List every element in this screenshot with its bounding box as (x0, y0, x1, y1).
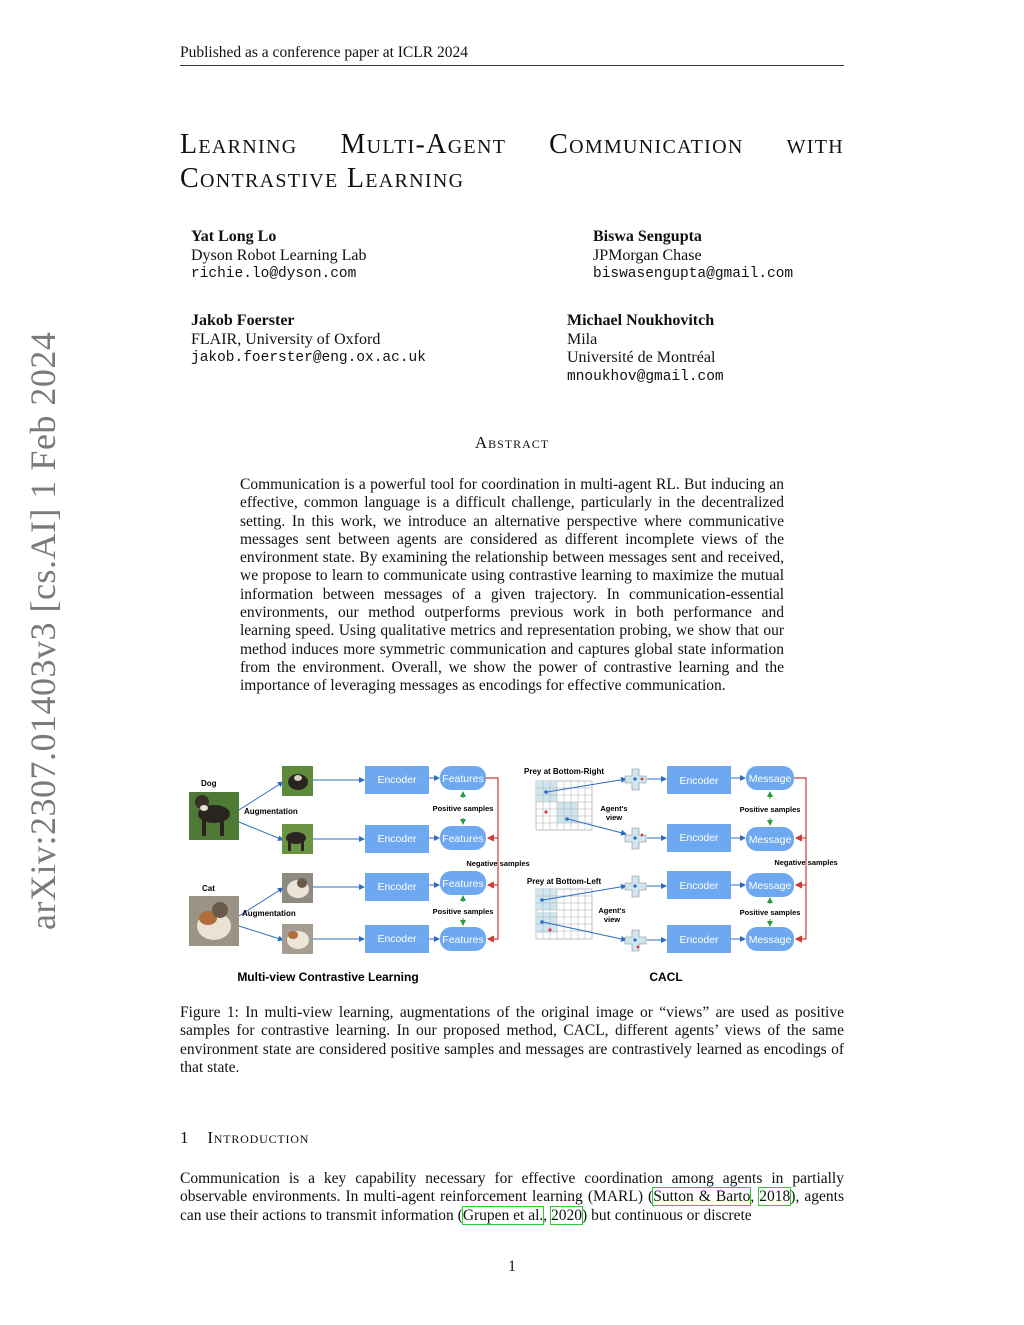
label-dog: Dog (201, 779, 217, 788)
agent-view-1 (625, 769, 646, 790)
author-block-2 (593, 228, 793, 284)
svg-text:Features: Features (442, 773, 484, 785)
section-heading (180, 1128, 309, 1148)
agents-view-label-top-2: view (605, 813, 623, 822)
right-panel-title: CACL (649, 970, 683, 984)
svg-text:Features: Features (442, 878, 484, 890)
citation-sutton-barto-year[interactable]: 2018 (759, 1188, 791, 1206)
svg-text:Message: Message (748, 773, 792, 785)
label-cat: Cat (202, 884, 215, 893)
author-block-3 (191, 312, 426, 368)
agents-view-label-top-1: Agent's (600, 804, 628, 813)
author-name: Michael Noukhovitch (567, 312, 715, 329)
agents-view-label-bottom-1: Agent's (598, 906, 626, 915)
svg-text:Encoder: Encoder (377, 774, 417, 786)
left-positive-samples-label-1: Positive samples (432, 804, 494, 813)
dog-view-1-image (282, 766, 313, 796)
paper-title-line-2: Contrastive Learning (180, 163, 465, 194)
agent-view-4 (625, 930, 646, 951)
svg-text:Message: Message (748, 880, 792, 892)
left-encoder-1 (365, 766, 429, 794)
svg-text:Encoder: Encoder (377, 933, 417, 945)
figure-caption: Figure 1: In multi-view learning, augmentations of the original image or “views” are used as positive samples for contrastive learning. In our proposed method, CACL, different agents’ views of the same environment state are considered positive samples and messages are contrastively learned as encodings of that state. (180, 1004, 844, 1076)
svg-text:Encoder: Encoder (377, 881, 417, 893)
author-affiliation: FLAIR, University of Oxford (191, 330, 381, 348)
svg-text:Message: Message (748, 834, 792, 846)
svg-text:Encoder: Encoder (679, 832, 719, 844)
right-encoder-4 (667, 925, 731, 953)
right-positive-samples-label-1: Positive samples (739, 805, 801, 814)
author-email[interactable]: biswasengupta@gmail.com (593, 266, 794, 282)
arrow-dog-aug-2 (239, 822, 283, 840)
intro-text-3: ) but continuous or discrete (582, 1206, 752, 1224)
right-message-4 (746, 927, 794, 951)
citation-grupen-authors[interactable]: Grupen et al. (462, 1206, 544, 1224)
agent-view-2 (625, 828, 646, 849)
citation-grupen-year[interactable]: 2020 (551, 1206, 583, 1224)
right-encoder-2 (667, 824, 731, 852)
abstract-heading: Abstract (474, 433, 550, 452)
dog-original-image (189, 792, 239, 840)
left-encoder-2 (365, 825, 429, 853)
left-features-3 (440, 871, 486, 895)
header-rule (180, 65, 844, 66)
left-encoder-3 (365, 873, 429, 901)
paper-title (180, 128, 844, 196)
svg-text:Encoder: Encoder (679, 934, 719, 946)
left-features-1 (440, 766, 486, 790)
citation-sutton-barto-authors[interactable]: Sutton & Barto (653, 1188, 751, 1206)
svg-text:Encoder: Encoder (377, 833, 417, 845)
arxiv-stamp: arXiv:2307.01403v3 [cs.AI] 1 Feb 2024 (23, 331, 63, 930)
author-affiliation: Dyson Robot Learning Lab (191, 246, 367, 264)
author-email[interactable]: jakob.foerster@eng.ox.ac.uk (191, 350, 426, 366)
label-prey-bottom-left: Prey at Bottom-Left (526, 877, 602, 886)
right-message-2 (746, 827, 794, 851)
section-number: 1 (180, 1128, 190, 1147)
author-name: Yat Long Lo (191, 228, 277, 245)
right-negative-samples-label: Negative samples (774, 858, 838, 867)
abstract-body: Communication is a powerful tool for coordination in multi-agent RL. But inducing an effective, common language is a difficult challenge, particularly in the decentralized setting. In this work, we introduce an alternative perspective where communicative messages sent between agents are considered as different incomplete views of the environment state. By examining the relationship between messages sent and received, we propose to learn to communicate using contrastive learning to maximize the mutual information between messages of a given trajectory. In communication-essential environments, our method outperforms previous work in both performance and learning speed. Using qualitative metrics and representation probing, we show that our method induces more symmetric communication and captures global state information from the environment. Overall, we show the power of contrastive learning and the importance of leveraging messages as encodings for effective communication. (240, 476, 784, 695)
author-email[interactable]: mnoukhov@gmail.com (567, 368, 724, 385)
page-number: 1 (508, 1258, 516, 1275)
agent-view-3 (625, 876, 646, 897)
author-affiliation: Mila (567, 330, 598, 348)
agents-view-label-bottom-2: view (603, 915, 621, 924)
svg-text:Message: Message (748, 934, 792, 946)
author-email[interactable]: richie.lo@dyson.com (191, 266, 357, 282)
running-header: Published as a conference paper at ICLR 2024 (180, 44, 468, 61)
arrow-dog-aug-1 (239, 782, 283, 810)
svg-text:Encoder: Encoder (679, 880, 719, 892)
arrow-cat-aug-2 (239, 926, 283, 940)
left-features-4 (440, 927, 486, 951)
cat-view-1-image (282, 873, 313, 903)
svg-text:Features: Features (442, 934, 484, 946)
left-negative-samples-label: Negative samples (466, 859, 530, 868)
left-encoder-4 (365, 925, 429, 953)
right-message-1 (746, 766, 794, 790)
left-positive-samples-label-2: Positive samples (432, 907, 494, 916)
label-augmentation-dog: Augmentation (244, 807, 298, 816)
cat-original-image (189, 896, 239, 946)
paper-title-line-1: Learning Multi-Agent Communication with (180, 129, 844, 160)
right-positive-samples-label-2: Positive samples (739, 908, 801, 917)
author-affiliation: JPMorgan Chase (593, 246, 702, 264)
author-block-1 (191, 228, 367, 284)
right-encoder-1 (667, 766, 731, 794)
label-prey-bottom-right: Prey at Bottom-Right (524, 767, 604, 776)
intro-text-1: Communication is a key capability necessary for effective coordination among agents in partially observable environments. In multi-agent reinforcement learning (MARL) ( (180, 1170, 844, 1206)
left-panel-title: Multi-view Contrastive Learning (237, 970, 419, 984)
author-name: Biswa Sengupta (593, 228, 702, 245)
citation-separator-2: , (543, 1206, 552, 1224)
figure-1 (180, 752, 844, 992)
intro-text-2: ), agents can use their actions to transmit information ( (180, 1188, 845, 1224)
svg-text:Features: Features (442, 833, 484, 845)
citation-separator-1: , (750, 1188, 760, 1206)
author-block-4 (567, 312, 724, 386)
right-encoder-3 (667, 871, 731, 899)
right-message-3 (746, 873, 794, 897)
section-title: Introduction (207, 1128, 310, 1147)
author-affiliation-2: Université de Montréal (567, 349, 716, 366)
cat-view-2-image (282, 924, 313, 954)
left-features-2 (440, 826, 486, 850)
intro-paragraph (180, 1170, 844, 1225)
dog-view-2-image (282, 824, 313, 854)
author-name: Jakob Foerster (191, 312, 295, 329)
label-augmentation-cat: Augmentation (242, 909, 296, 918)
svg-text:Encoder: Encoder (679, 775, 719, 787)
